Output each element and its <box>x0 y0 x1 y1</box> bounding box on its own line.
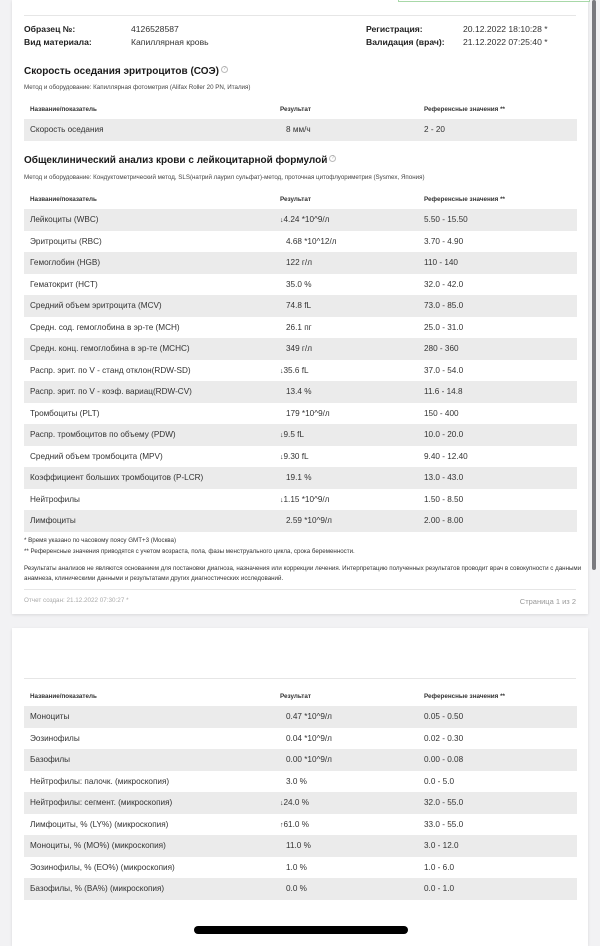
cbc-title-text: Общеклинический анализ крови с лейкоцитарной формулой <box>24 155 328 166</box>
test-result: 9.30 fL <box>283 451 309 461</box>
test-name: Лейкоциты (WBC) <box>30 215 99 224</box>
test-result: 35.6 fL <box>283 365 309 375</box>
table-row <box>24 814 577 836</box>
arrow-down-icon: ↓ <box>280 453 284 461</box>
test-result-cell <box>286 841 311 850</box>
esr-method: Метод и оборудование: Капиллярная фотометрия (Alifax Roller 20 PN, Италия) <box>24 84 251 91</box>
status-box <box>398 0 590 2</box>
test-reference: 37.0 - 54.0 <box>424 365 464 375</box>
test-name: Базофилы <box>30 755 71 764</box>
test-reference: 33.0 - 55.0 <box>424 819 464 829</box>
test-reference: 0.0 - 5.0 <box>424 776 455 786</box>
test-name: Скорость оседания <box>30 125 104 134</box>
test-result: 11.0 % <box>286 841 311 850</box>
report-created: Отчет создан: 21.12.2022 07:30:27 * <box>24 597 129 604</box>
test-reference: 150 - 400 <box>424 408 459 418</box>
test-name: Нейтрофилы: сегмент. (микроскопия) <box>30 798 173 807</box>
test-result: 13.4 % <box>286 387 312 396</box>
disclaimer: Результаты анализов не являются основанием для постановки диагноза, назначения или коррекции лечения. Интерпретацию полученных результатов проводит врач в совокупности с данными анамнеза, клиническими данными и результатами других диагностических исследований. <box>24 565 582 582</box>
test-result-cell <box>286 473 312 482</box>
test-result-cell <box>286 237 337 246</box>
arrow-down-icon: ↓ <box>280 496 284 504</box>
test-result: 24.0 % <box>283 798 309 807</box>
test-result: 4.24 *10^9/л <box>283 215 330 224</box>
test-result: 179 *10^9/л <box>286 408 330 418</box>
test-name: Нейтрофилы <box>30 494 80 504</box>
esr-title-text: Скорость оседания эритроцитов (СОЭ) <box>24 66 219 77</box>
test-name: Базофилы, % (BA%) (микроскопия) <box>30 884 165 893</box>
cbc-table <box>24 189 577 532</box>
sample-label: Образец №: <box>24 24 76 34</box>
test-reference: 32.0 - 55.0 <box>424 798 464 807</box>
table-row <box>24 403 577 425</box>
test-result: 0.0 % <box>286 884 307 893</box>
test-result: 349 г/л <box>286 344 312 353</box>
test-name: Моноциты, % (MO%) (микроскопия) <box>30 841 166 850</box>
table-header <box>24 189 577 209</box>
test-result-cell <box>286 301 311 310</box>
table-row <box>24 749 577 771</box>
table-row <box>24 792 577 814</box>
table-row <box>24 510 577 532</box>
test-name: Средн. сод. гемоглобина в эр-те (MCH) <box>30 322 180 332</box>
test-reference: 2.00 - 8.00 <box>424 516 464 525</box>
test-name: Коэффициент больших тромбоцитов (P-LCR) <box>30 473 204 482</box>
arrow-down-icon: ↓ <box>280 367 284 375</box>
col-result-header: Результат <box>280 693 311 700</box>
test-result-cell <box>280 798 309 807</box>
test-result: 3.0 % <box>286 776 307 786</box>
table-row <box>24 424 577 446</box>
test-result-cell <box>286 280 312 289</box>
table-row <box>24 295 577 317</box>
table-row <box>24 360 577 382</box>
reference-footnote: ** Референсные значения приводятся с учетом возраста, пола, фазы менструального цикла, срока беременности. <box>24 548 355 555</box>
test-result-cell <box>286 323 312 332</box>
table-row <box>24 489 577 511</box>
test-result-cell <box>280 215 329 224</box>
test-reference: 0.00 - 0.08 <box>424 755 464 764</box>
test-result-cell <box>286 734 332 743</box>
test-result-cell <box>286 755 332 764</box>
test-name: Нейтрофилы: палочк. (микроскопия) <box>30 776 170 786</box>
table-row <box>24 728 577 750</box>
test-name: Распр. тромбоцитов по объему (PDW) <box>30 430 176 439</box>
table-row <box>24 381 577 403</box>
table-row <box>24 338 577 360</box>
table-row <box>24 317 577 339</box>
test-reference: 1.50 - 8.50 <box>424 494 464 504</box>
test-reference: 25.0 - 31.0 <box>424 322 464 332</box>
question-circle-icon[interactable]: ? <box>329 155 336 162</box>
col-result-header: Результат <box>280 196 311 203</box>
test-name: Распр. эрит. по V - станд отклон(RDW-SD) <box>30 365 191 375</box>
test-result-cell <box>280 820 309 829</box>
table-row <box>24 706 577 728</box>
table-row <box>24 209 577 231</box>
test-result-cell <box>286 409 330 418</box>
test-result-cell <box>280 452 309 461</box>
test-reference: 2 - 20 <box>424 125 445 134</box>
table-row <box>24 771 577 793</box>
test-result: 19.1 % <box>286 473 312 482</box>
esr-table <box>24 99 577 141</box>
col-result-header: Результат <box>280 106 311 113</box>
test-name: Распр. эрит. по V - коэф. вариац(RDW-CV) <box>30 387 192 396</box>
test-result-cell <box>286 777 307 786</box>
test-name: Гематокрит (HCT) <box>30 279 98 289</box>
test-reference: 110 - 140 <box>424 258 458 267</box>
test-reference: 0.0 - 1.0 <box>424 884 455 893</box>
test-reference: 0.02 - 0.30 <box>424 733 464 743</box>
divider <box>24 589 576 590</box>
home-indicator[interactable] <box>194 926 408 934</box>
arrow-up-icon: ↑ <box>280 821 284 829</box>
test-result-cell <box>286 712 332 721</box>
registration-label: Регистрация: <box>366 24 423 34</box>
report-page-1 <box>12 0 588 614</box>
cbc-table-continued <box>24 686 577 900</box>
test-result-cell <box>286 258 312 267</box>
test-result-cell <box>280 430 304 439</box>
test-name: Эритроциты (RBC) <box>30 236 102 246</box>
table-row <box>24 446 577 468</box>
divider <box>24 15 576 16</box>
test-result-cell <box>286 344 312 353</box>
table-row <box>24 231 577 253</box>
test-reference: 1.0 - 6.0 <box>424 862 455 872</box>
test-reference: 3.0 - 12.0 <box>424 841 459 850</box>
esr-section-title <box>24 66 228 77</box>
test-result: 74.8 fL <box>286 301 312 310</box>
test-result: 35.0 % <box>286 279 312 289</box>
col-reference-header: Референсные значения ** <box>424 196 505 203</box>
time-footnote: * Время указано по часовому поясу GMT+3 (Москва) <box>24 537 177 544</box>
validation-value: 21.12.2022 07:25:40 * <box>463 37 548 47</box>
sample-info <box>24 23 584 53</box>
test-result-cell <box>280 366 309 375</box>
test-name: Средний объем тромбоцита (MPV) <box>30 451 163 461</box>
test-result-cell <box>280 495 329 504</box>
test-result: 26.1 пг <box>286 322 312 332</box>
cbc-method: Метод и оборудование: Кондуктометрический метод, SLS(натрий лаурил сульфат)-метод, проточная цитофлуориметрия (Sysmex, Япония) <box>24 174 425 181</box>
table-row <box>24 835 577 857</box>
test-name: Гемоглобин (HGB) <box>30 258 101 267</box>
test-name: Лимфоциты <box>30 516 76 525</box>
page-number: Страница 1 из 2 <box>519 597 576 606</box>
test-name: Средний объем эритроцита (MCV) <box>30 301 162 310</box>
test-name: Эозинофилы <box>30 733 80 743</box>
test-reference: 10.0 - 20.0 <box>424 430 464 439</box>
test-reference: 13.0 - 43.0 <box>424 473 464 482</box>
test-result: 1.0 % <box>286 862 307 872</box>
scrollbar[interactable] <box>592 0 596 570</box>
divider <box>24 678 576 679</box>
arrow-down-icon: ↓ <box>280 432 284 439</box>
test-reference: 280 - 360 <box>424 344 459 353</box>
test-result: 2.59 *10^9/л <box>286 516 332 525</box>
test-result: 8 мм/ч <box>286 125 311 134</box>
test-reference: 11.6 - 14.8 <box>424 387 463 396</box>
test-result: 4.68 *10^12/л <box>286 236 337 246</box>
table-row <box>24 252 577 274</box>
arrow-down-icon: ↓ <box>280 800 284 807</box>
test-result: 122 г/л <box>286 258 312 267</box>
validation-label: Валидация (врач): <box>366 37 445 47</box>
table-row <box>24 467 577 489</box>
sample-value: 4126528587 <box>131 24 179 34</box>
table-row <box>24 119 577 141</box>
test-result-cell <box>286 125 311 134</box>
arrow-down-icon: ↓ <box>280 217 284 224</box>
report-page-2 <box>12 628 588 946</box>
material-value: Капиллярная кровь <box>131 37 209 47</box>
test-result-cell <box>286 884 307 893</box>
test-result: 61.0 % <box>283 819 309 829</box>
test-reference: 3.70 - 4.90 <box>424 236 464 246</box>
table-row <box>24 878 577 900</box>
col-reference-header: Референсные значения ** <box>424 106 505 113</box>
test-result-cell <box>286 863 307 872</box>
question-circle-icon[interactable]: ? <box>221 66 228 73</box>
table-row <box>24 274 577 296</box>
registration-value: 20.12.2022 18:10:28 * <box>463 24 548 34</box>
test-name: Эозинофилы, % (EO%) (микроскопия) <box>30 862 175 872</box>
test-reference: 73.0 - 85.0 <box>424 301 464 310</box>
test-result: 0.47 *10^9/л <box>286 712 332 721</box>
col-reference-header: Референсные значения ** <box>424 693 505 700</box>
col-name-header: Название/показатель <box>30 693 97 700</box>
col-name-header: Название/показатель <box>30 106 97 113</box>
table-header <box>24 99 577 119</box>
cbc-section-title <box>24 155 336 166</box>
table-row <box>24 857 577 879</box>
test-result-cell <box>286 387 312 396</box>
test-result: 0.04 *10^9/л <box>286 733 332 743</box>
col-name-header: Название/показатель <box>30 196 97 203</box>
test-result: 0.00 *10^9/л <box>286 755 332 764</box>
test-reference: 5.50 - 15.50 <box>424 215 468 224</box>
test-name: Лимфоциты, % (LY%) (микроскопия) <box>30 819 169 829</box>
test-reference: 32.0 - 42.0 <box>424 279 464 289</box>
test-name: Тромбоциты (PLT) <box>30 408 100 418</box>
table-header <box>24 686 577 706</box>
material-label: Вид материала: <box>24 37 92 47</box>
test-reference: 0.05 - 0.50 <box>424 712 464 721</box>
test-reference: 9.40 - 12.40 <box>424 451 468 461</box>
test-name: Средн. конц. гемоглобина в эр-те (MCHC) <box>30 344 190 353</box>
test-result: 9.5 fL <box>283 430 304 439</box>
test-result-cell <box>286 516 332 525</box>
test-name: Моноциты <box>30 712 70 721</box>
test-result: 1.15 *10^9/л <box>283 494 330 504</box>
